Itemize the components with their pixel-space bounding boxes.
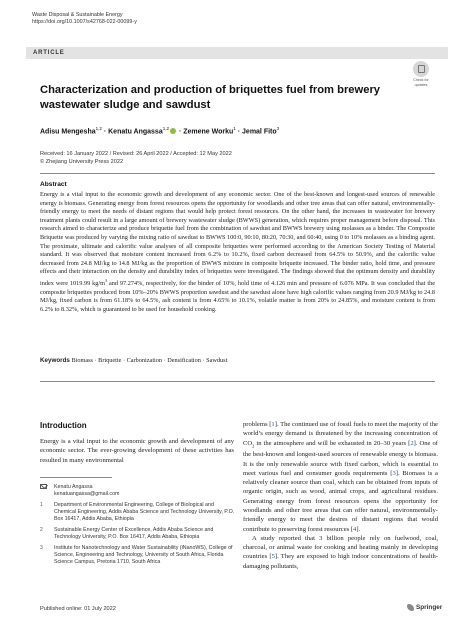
footnotes [40, 484, 235, 570]
published-date: Published online: 01 July 2022 [40, 606, 116, 612]
citation-link[interactable]: 5 [271, 553, 275, 561]
text-run: ]. The continued use of fossil fuels to meet the majority of the world’s energy demand is threatened by the increasing concentration of CO [243, 421, 438, 447]
journal-doi[interactable]: https://doi.org/10.1007/s42768-022-00099-y [32, 19, 137, 26]
author-affiliation: 1,2 [162, 126, 169, 131]
publisher-name: Springer [416, 604, 443, 612]
envelope-icon [40, 484, 47, 489]
article-type-label: ARTICLE [33, 49, 65, 56]
springer-horse-icon [407, 604, 414, 611]
affiliation-text: Institute for Nanotechnology and Water Sustainability (iNanoWS), College of Science, Engineering and Technology, University of South Africa, Florida Science Campus, Pretoria 1710, South Africa [54, 545, 233, 565]
abstract-part-2: and 97.274%, respectively, for the binder of 10%, hold time of 4.126 min and pressure of 6.076 MPa. It was concluded that the composite briquettes produced from 10%–20% BWWS proportion sawdust and the sawdust alone have high calorific values ranging from 20.9 MJ/kg to 24.8 MJ/kg, fixed carbon is from 61.18% to 64.5%, ash content is from 4.65% to 10.1%, volatile matter is from 20% to 24.85%, and moisture content is from 6.2% to 8.32%, which is guaranteed to be used for household cooking. [40, 280, 435, 313]
text-run: ]. One of the best-known and longest-used sources of renewable energy is biomass. It is the only renewable source with fixed carbon, which is essential to meet various fuel and consumer goods requirements [ [243, 439, 438, 477]
copyright: © Zhejiang University Press 2022 [40, 159, 124, 165]
keywords-list: Biomass · Briquette · Carbonization · Densification · Sawdust [69, 357, 228, 364]
affiliation-number: 1 [40, 502, 43, 508]
citation-link[interactable]: 1 [271, 421, 275, 428]
author-name[interactable]: Zemene Worku [183, 128, 234, 136]
author-affiliation: 1,2 [95, 126, 102, 131]
check-updates-line2: updates [414, 83, 428, 88]
affiliation-text: Department of Environmental Engineering, College of Biological and Chemical Engineering, Addis Ababa Science and Technology University, P.O. Box 16417, Addis Ababa, Ethiopia [54, 502, 235, 522]
history-dates: Received: 16 January 2022 / Revised: 26 April 2022 / Accepted: 12 May 2022 [40, 151, 232, 157]
corresponding-name: Kenatu Angassa [54, 484, 93, 490]
paper-title: Characterization and production of briquettes fuel from brewery wastewater sludge and sawdust [40, 84, 381, 111]
check-updates-icon [413, 61, 429, 77]
author-name[interactable]: Jemal Fito [242, 128, 277, 136]
divider [40, 173, 435, 174]
intro-left-column: Energy is a vital input to the economic growth and development of any economic sector. The ever-growing development of these activities has resulted in many environmental [40, 438, 234, 464]
affiliation-3 [40, 545, 235, 566]
text-run: ]. They are exposed to high indoor concentrations of health-damaging pollutants, [243, 553, 438, 570]
text-run: ]. [356, 525, 361, 533]
abstract-text [40, 191, 435, 314]
text-run: ]. Biomass is a relatively cleaner source than coal, which can be obtained from inputs of organic origin, such as wood, animal crops, and agricultural residues. Generating energy from forest resources opens the opportunity for woodlands and other tree areas that can offer natural, environmentally-friendly energy to meet the desires of distant regions that would contribute to preserving forest resources [ [243, 469, 438, 533]
affiliation-2 [40, 527, 235, 541]
intro-right-column [243, 420, 438, 571]
intro-paragraph [243, 534, 438, 571]
check-updates-line1: Check for [413, 78, 429, 82]
author-name[interactable]: Adisu Mengesha [40, 128, 96, 136]
text-run: A study reported that 3 billion people rely on fuelwood, coal, charcoal, or animal waste for cooking and heating mainly in developing countries [ [243, 534, 438, 561]
subscript: 2 [252, 442, 255, 448]
divider [40, 381, 435, 382]
intro-paragraph [243, 420, 438, 534]
abstract-superscript: 3 [105, 277, 108, 283]
author-list: Adisu Mengesha$^{1,2}$ · Kenatu Angassa$^{1,2}$ · Zemene Worku$^1$ · Jemal Fito$^3$ [40, 126, 280, 136]
author-affiliation: 3 [276, 126, 280, 131]
affiliation-number: 3 [40, 545, 43, 551]
journal-header [32, 12, 137, 27]
author-name[interactable]: Kenatu Angassa [108, 128, 163, 136]
abstract-part-1: Energy is a vital input to the economic growth and development of any economic sector. One of the best-known and longest-used sources of renewable energy is biomass. Generating energy from forest resources opens the opportunity for woodlands and other tree areas that can offer natural, environmentally-friendly energy to meet the needs of distant regions that would help protect forest resources. On the other hand, the increases in wastewater for brewery treatment plants could result in a large amount of brewery wastewater sludge (BWWS) generation, which requires proper management before disposal. This research aimed to characterize and produce briquette fuel from the combination of sawdust and BWWS brewery using molasses as a binder. The Composite Briquette was produced by varying the mixing ratio of sawdust to BWWS 100:0, 90:10, 80:20, 70:30, and 60:40, using 0 to 10% molasses as a binding agent. The proximate, ultimate and calorific value analyses of all composite briquettes were performed according to the American Society Testing of Material standard. It was observed that moisture content increased from 6.2% to 10.2%, fixed carbon decreased from 64.5% to 50.9%, and the calorific value decreased from 24.8 MJ/kg to 14.8 MJ/kg as the proportion of BWWS mixture in composite briquette increased. The binder ratio, hold time, and pressure effects and their interaction on the density and durability index of briquettes were investigated. The findings showed that the optimum density and durability index were 1019.99 kg/m [40, 191, 435, 288]
corresponding-email[interactable]: kenatuangassa@gmail.com [54, 491, 120, 497]
corresponding-author [40, 484, 235, 498]
orcid-icon[interactable] [170, 128, 176, 134]
affiliation-text: Sustainable Energy Center of Excellence, Addis Ababa Science and Technology University, P.O. Box 16417, Addis Ababa, Ethiopia [54, 527, 214, 540]
citation-link[interactable]: 3 [392, 469, 396, 477]
citation-link[interactable]: 4 [353, 525, 357, 533]
keywords [40, 357, 440, 366]
text-run: in the atmosphere and will be exhausted in 20–30 years [ [254, 439, 411, 447]
text-run: problems [ [243, 421, 272, 428]
affiliation-1 [40, 502, 235, 523]
citation-link[interactable]: 2 [410, 439, 414, 447]
journal-name: Waste Disposal & Sustainable Energy [32, 12, 123, 18]
abstract-heading: Abstract [40, 181, 67, 188]
footnote-divider [40, 477, 112, 478]
affiliation-number: 2 [40, 527, 43, 533]
publisher-logo [407, 604, 442, 611]
check-for-updates-badge[interactable] [406, 61, 436, 87]
article-type-band [26, 47, 448, 59]
author-affiliation: 1 [233, 126, 236, 131]
article-dates [40, 150, 232, 166]
section-heading-introduction: Introduction [40, 421, 87, 430]
keywords-label: Keywords [40, 357, 70, 364]
